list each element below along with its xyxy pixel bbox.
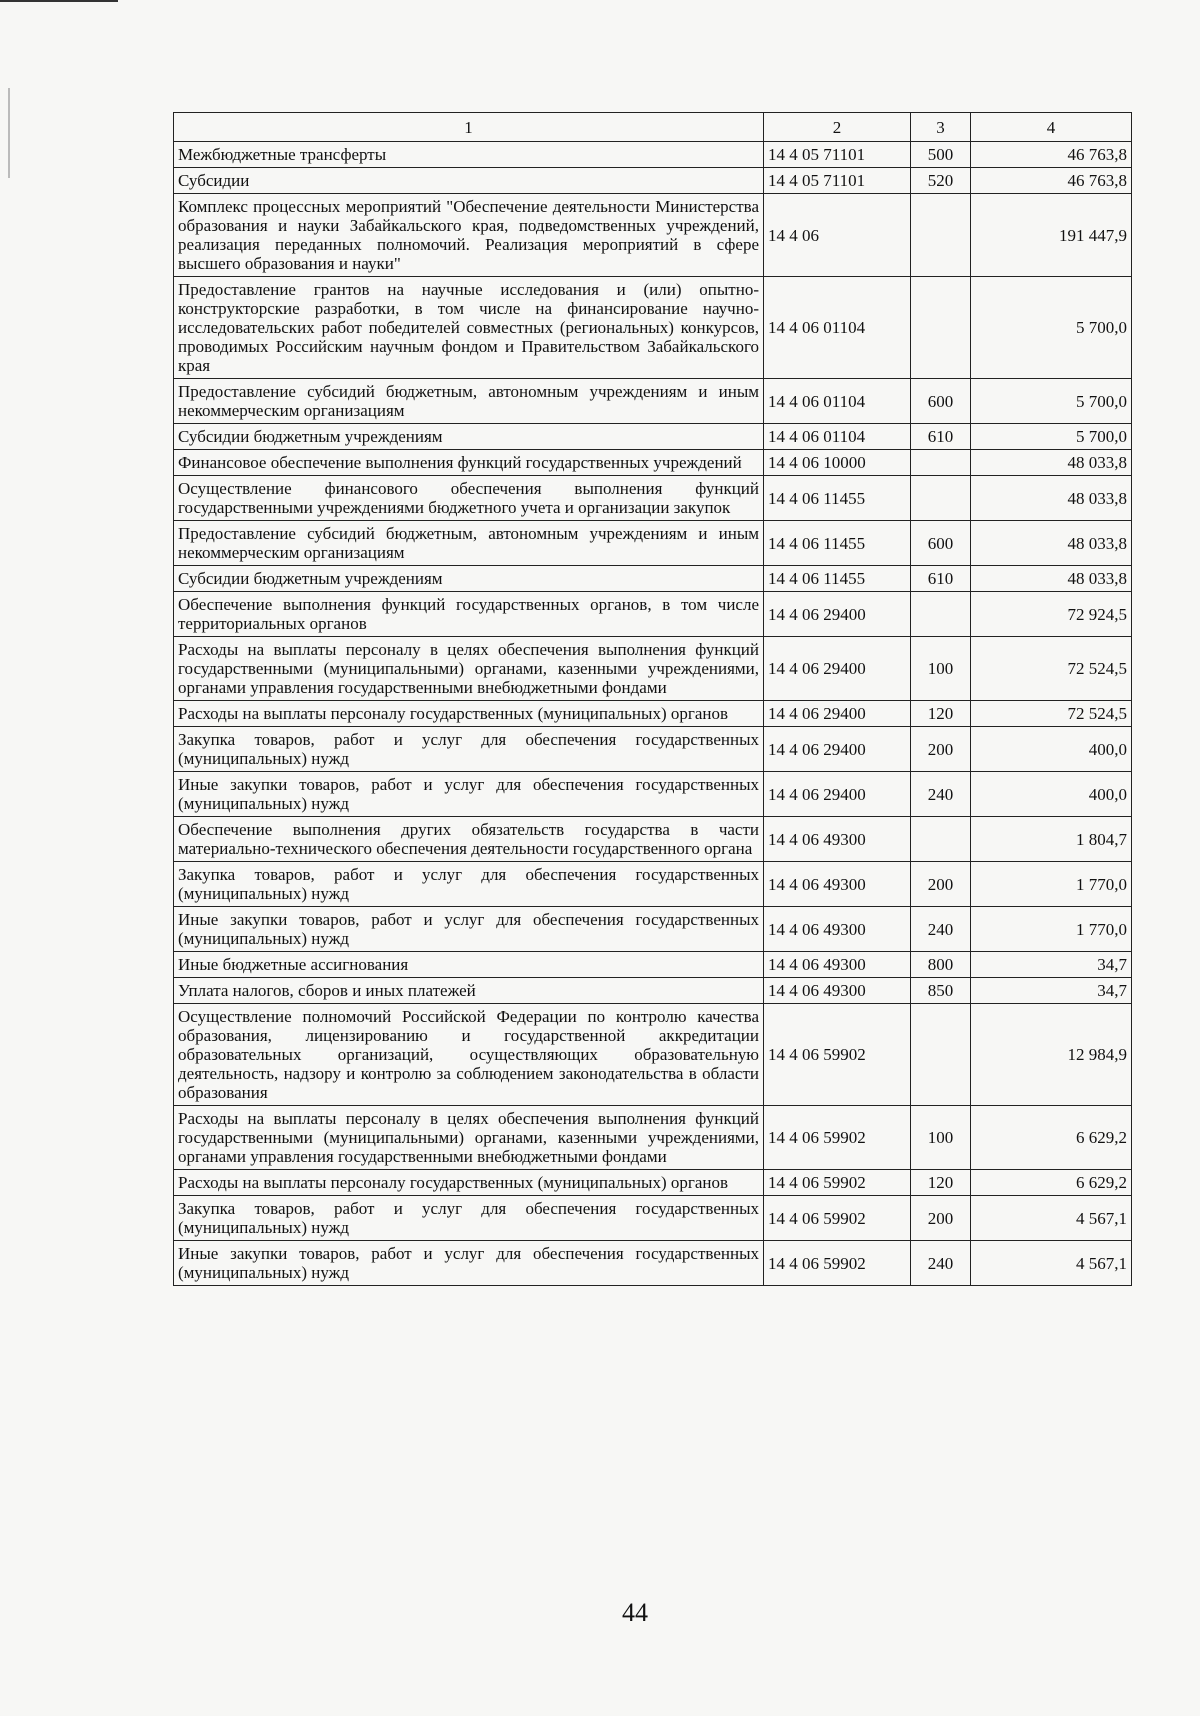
table-row (174, 817, 1132, 862)
budget-item-name: Расходы на выплаты персоналу государственных (муниципальных) органов (174, 701, 764, 727)
amount-value: 6 629,2 (971, 1106, 1132, 1170)
classification-code: 14 4 06 29400 (764, 772, 911, 817)
table-body (174, 142, 1132, 1286)
expense-type-code: 240 (911, 907, 971, 952)
budget-item-name: Обеспечение выполнения функций государственных органов, в том числе территориальных органов (174, 592, 764, 637)
expense-type-code: 500 (911, 142, 971, 168)
amount-value: 48 033,8 (971, 566, 1132, 592)
expense-type-code (911, 817, 971, 862)
amount-value: 1 804,7 (971, 817, 1132, 862)
amount-value: 191 447,9 (971, 194, 1132, 277)
table-row (174, 476, 1132, 521)
amount-value: 5 700,0 (971, 424, 1132, 450)
amount-value: 34,7 (971, 952, 1132, 978)
classification-code: 14 4 06 49300 (764, 862, 911, 907)
classification-code: 14 4 06 29400 (764, 592, 911, 637)
table-row (174, 637, 1132, 701)
amount-value: 48 033,8 (971, 450, 1132, 476)
classification-code: 14 4 06 49300 (764, 817, 911, 862)
budget-item-name: Закупка товаров, работ и услуг для обеспечения государственных (муниципальных) нужд (174, 862, 764, 907)
expense-type-code: 610 (911, 566, 971, 592)
classification-code: 14 4 06 (764, 194, 911, 277)
budget-item-name: Обеспечение выполнения других обязательств государства в части материально-технического обеспечения деятельности государственного органа (174, 817, 764, 862)
amount-value: 72 524,5 (971, 637, 1132, 701)
expense-type-code: 200 (911, 1196, 971, 1241)
expense-type-code (911, 194, 971, 277)
table-row (174, 701, 1132, 727)
classification-code: 14 4 06 59902 (764, 1004, 911, 1106)
amount-value: 6 629,2 (971, 1170, 1132, 1196)
budget-item-name: Закупка товаров, работ и услуг для обеспечения государственных (муниципальных) нужд (174, 1196, 764, 1241)
expense-type-code: 120 (911, 1170, 971, 1196)
expense-type-code: 850 (911, 978, 971, 1004)
expense-type-code: 200 (911, 862, 971, 907)
expense-type-code (911, 476, 971, 521)
expense-type-code (911, 450, 971, 476)
budget-item-name: Расходы на выплаты персоналу государственных (муниципальных) органов (174, 1170, 764, 1196)
expense-type-code: 520 (911, 168, 971, 194)
amount-value: 34,7 (971, 978, 1132, 1004)
budget-item-name: Субсидии (174, 168, 764, 194)
classification-code: 14 4 06 59902 (764, 1241, 911, 1286)
amount-value: 1 770,0 (971, 862, 1132, 907)
classification-code: 14 4 06 11455 (764, 476, 911, 521)
table-row (174, 194, 1132, 277)
table-row (174, 450, 1132, 476)
table-row (174, 862, 1132, 907)
budget-item-name: Закупка товаров, работ и услуг для обеспечения государственных (муниципальных) нужд (174, 727, 764, 772)
budget-item-name: Субсидии бюджетным учреждениям (174, 566, 764, 592)
classification-code: 14 4 06 49300 (764, 907, 911, 952)
budget-item-name: Предоставление грантов на научные исследования и (или) опытно-конструкторские разработки, в том числе на финансирование научно-исследовательских работ победителей совместных (региональных) конкурсов, проводимых Российским научным фондом и Правительством Забайкальского края (174, 277, 764, 379)
table-row (174, 168, 1132, 194)
amount-value: 5 700,0 (971, 379, 1132, 424)
budget-item-name: Осуществление полномочий Российской Федерации по контролю качества образования, лицензированию и государственной аккредитации образовательных организаций, осуществляющих образовательную деятельность, надзору и контролю за соблюдением законодательства в области образования (174, 1004, 764, 1106)
amount-value: 400,0 (971, 727, 1132, 772)
amount-value: 72 924,5 (971, 592, 1132, 637)
classification-code: 14 4 06 11455 (764, 521, 911, 566)
budget-item-name: Иные закупки товаров, работ и услуг для обеспечения государственных (муниципальных) нужд (174, 1241, 764, 1286)
budget-table (173, 112, 1132, 1286)
expense-type-code: 600 (911, 379, 971, 424)
expense-type-code: 240 (911, 772, 971, 817)
amount-value: 4 567,1 (971, 1241, 1132, 1286)
amount-value: 46 763,8 (971, 168, 1132, 194)
classification-code: 14 4 05 71101 (764, 142, 911, 168)
table-row (174, 142, 1132, 168)
classification-code: 14 4 06 29400 (764, 637, 911, 701)
classification-code: 14 4 06 11455 (764, 566, 911, 592)
classification-code: 14 4 06 59902 (764, 1106, 911, 1170)
scan-edge-line (0, 0, 118, 2)
table-row (174, 566, 1132, 592)
amount-value: 46 763,8 (971, 142, 1132, 168)
classification-code: 14 4 06 59902 (764, 1196, 911, 1241)
expense-type-code (911, 277, 971, 379)
budget-item-name: Расходы на выплаты персоналу в целях обеспечения выполнения функций государственными (муниципальными) органами, казенными учреждениями, органами управления государственными внебюджетными фондами (174, 637, 764, 701)
amount-value: 4 567,1 (971, 1196, 1132, 1241)
budget-item-name: Межбюджетные трансферты (174, 142, 764, 168)
expense-type-code: 100 (911, 637, 971, 701)
expense-type-code: 800 (911, 952, 971, 978)
table-row (174, 1241, 1132, 1286)
expense-type-code (911, 592, 971, 637)
amount-value: 400,0 (971, 772, 1132, 817)
amount-value: 5 700,0 (971, 277, 1132, 379)
classification-code: 14 4 06 01104 (764, 424, 911, 450)
header-col-1: 1 (174, 113, 764, 142)
table-row (174, 424, 1132, 450)
budget-item-name: Иные закупки товаров, работ и услуг для обеспечения государственных (муниципальных) нужд (174, 772, 764, 817)
budget-item-name: Предоставление субсидий бюджетным, автономным учреждениям и иным некоммерческим организациям (174, 379, 764, 424)
budget-item-name: Осуществление финансового обеспечения выполнения функций государственными учреждениями бюджетного учета и организации закупок (174, 476, 764, 521)
budget-item-name: Иные закупки товаров, работ и услуг для обеспечения государственных (муниципальных) нужд (174, 907, 764, 952)
classification-code: 14 4 06 10000 (764, 450, 911, 476)
budget-item-name: Комплекс процессных мероприятий "Обеспечение деятельности Министерства образования и науки Забайкальского края, подведомственных учреждений, реализация переданных полномочий. Реализация мероприятий в сфере высшего образования и науки" (174, 194, 764, 277)
table-row (174, 1106, 1132, 1170)
header-col-3: 3 (911, 113, 971, 142)
table-row (174, 592, 1132, 637)
classification-code: 14 4 06 49300 (764, 952, 911, 978)
table-row (174, 978, 1132, 1004)
classification-code: 14 4 06 49300 (764, 978, 911, 1004)
expense-type-code: 240 (911, 1241, 971, 1286)
table-row (174, 1196, 1132, 1241)
classification-code: 14 4 05 71101 (764, 168, 911, 194)
table-row (174, 952, 1132, 978)
expense-type-code: 100 (911, 1106, 971, 1170)
budget-item-name: Субсидии бюджетным учреждениям (174, 424, 764, 450)
amount-value: 1 770,0 (971, 907, 1132, 952)
page-number: 44 (622, 1598, 648, 1627)
table-row (174, 379, 1132, 424)
classification-code: 14 4 06 29400 (764, 701, 911, 727)
classification-code: 14 4 06 01104 (764, 379, 911, 424)
expense-type-code: 610 (911, 424, 971, 450)
budget-item-name: Иные бюджетные ассигнования (174, 952, 764, 978)
table-row (174, 727, 1132, 772)
table-row (174, 907, 1132, 952)
table-row (174, 277, 1132, 379)
amount-value: 48 033,8 (971, 476, 1132, 521)
table-row (174, 521, 1132, 566)
table-row (174, 772, 1132, 817)
table-row (174, 1004, 1132, 1106)
amount-value: 12 984,9 (971, 1004, 1132, 1106)
header-col-2: 2 (764, 113, 911, 142)
classification-code: 14 4 06 59902 (764, 1170, 911, 1196)
header-col-4: 4 (971, 113, 1132, 142)
expense-type-code: 600 (911, 521, 971, 566)
table-header-row (174, 113, 1132, 142)
expense-type-code: 120 (911, 701, 971, 727)
budget-item-name: Предоставление субсидий бюджетным, автономным учреждениям и иным некоммерческим организациям (174, 521, 764, 566)
classification-code: 14 4 06 29400 (764, 727, 911, 772)
scan-margin-mark (8, 88, 10, 178)
amount-value: 72 524,5 (971, 701, 1132, 727)
classification-code: 14 4 06 01104 (764, 277, 911, 379)
budget-item-name: Расходы на выплаты персоналу в целях обеспечения выполнения функций государственными (муниципальными) органами, казенными учреждениями, органами управления государственными внебюджетными фондами (174, 1106, 764, 1170)
table-row (174, 1170, 1132, 1196)
amount-value: 48 033,8 (971, 521, 1132, 566)
budget-item-name: Финансовое обеспечение выполнения функций государственных учреждений (174, 450, 764, 476)
expense-type-code: 200 (911, 727, 971, 772)
budget-item-name: Уплата налогов, сборов и иных платежей (174, 978, 764, 1004)
expense-type-code (911, 1004, 971, 1106)
